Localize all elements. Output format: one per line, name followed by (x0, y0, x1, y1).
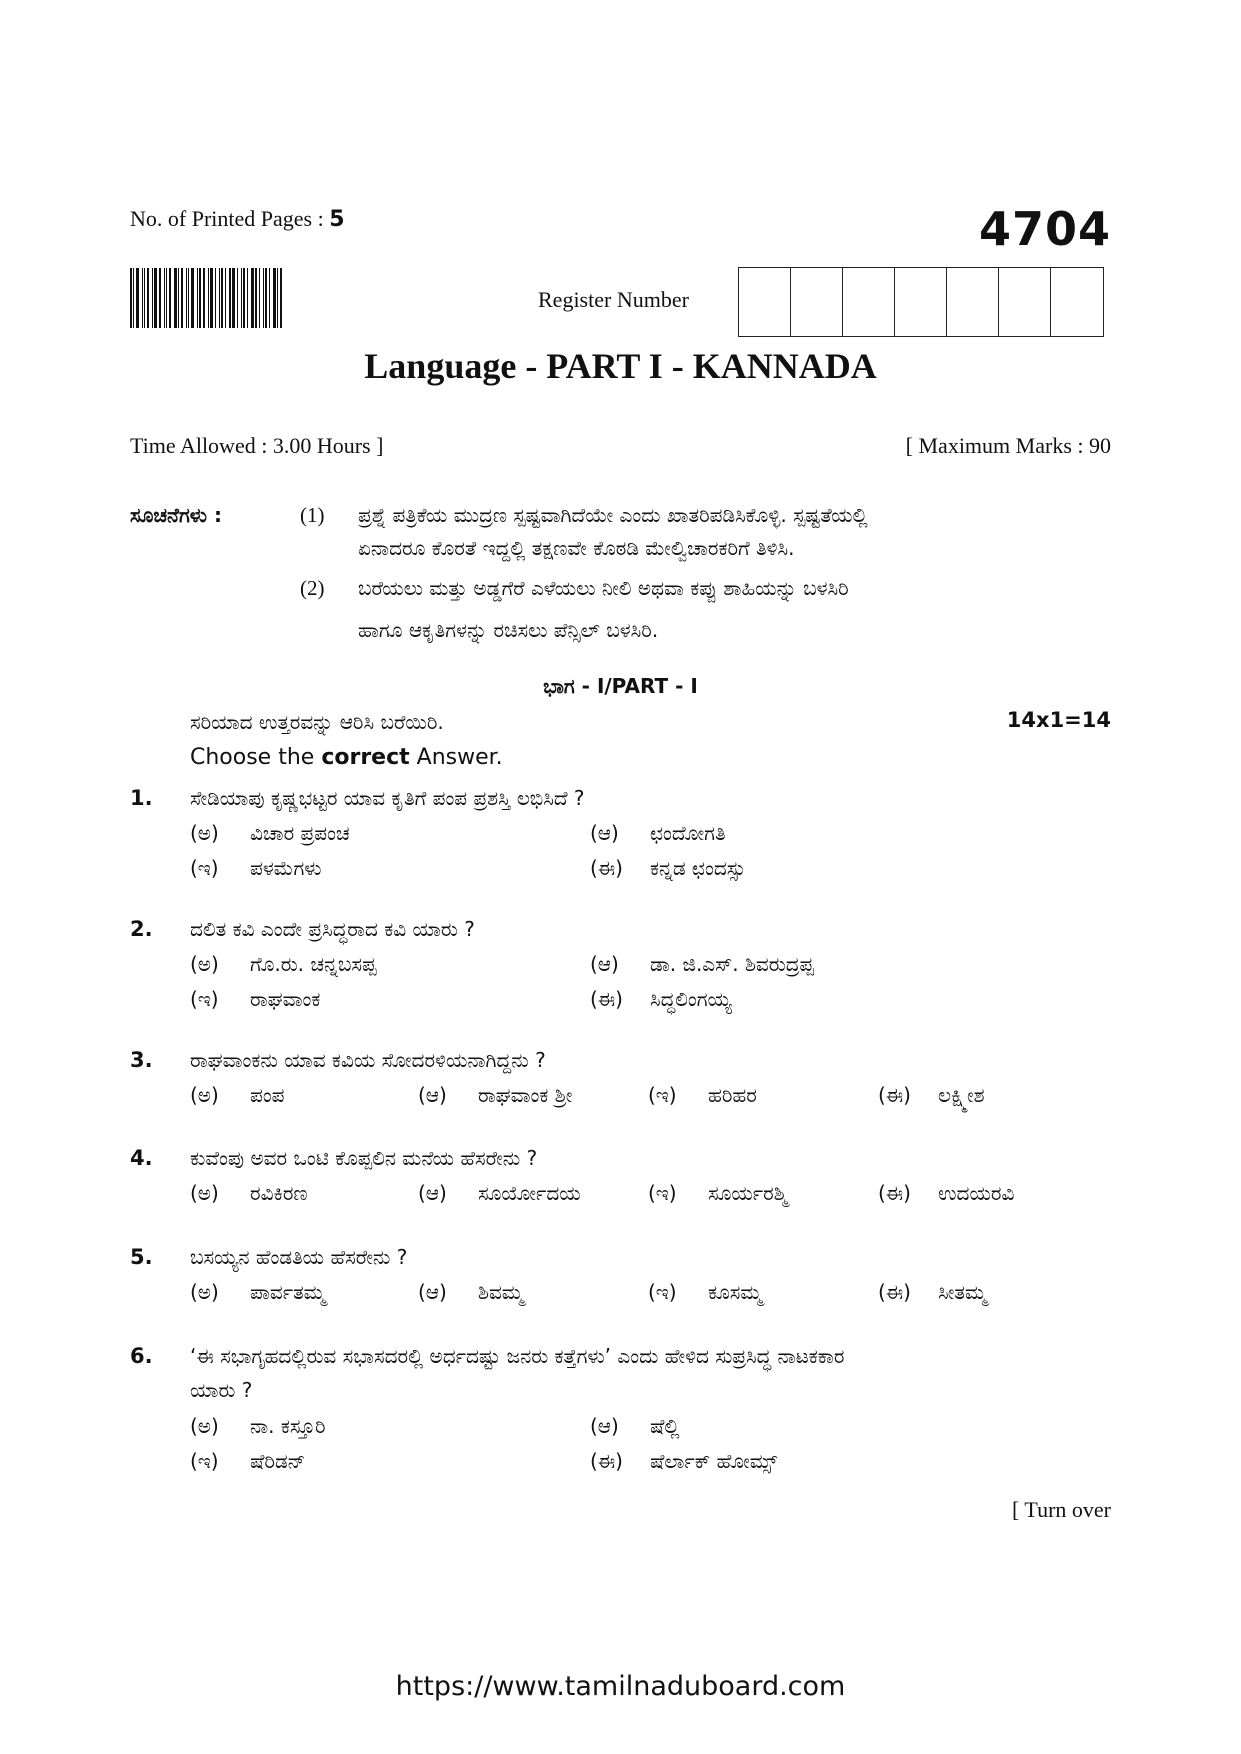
option (190, 1181, 308, 1205)
barcode-bar (181, 268, 183, 328)
register-number-box (895, 268, 947, 336)
barcode-bar (243, 268, 245, 328)
option (190, 1449, 305, 1473)
barcode-bar (232, 268, 235, 328)
question-text: ‘ಈ ಸಭಾಗೃಹದಲ್ಲಿರುವ ಸಭಾಸದರಲ್ಲಿ ಅರ್ಧದಷ್ಟು ಜನರು ಕತ್ತೆಗಳು’ ಎಂದು ಹೇಳಿದ ಸುಪ್ರಸಿದ್ಧ ನಾಟಕಕಾರ (190, 1344, 845, 1368)
barcode-bar (247, 268, 248, 328)
barcode-bar (197, 268, 198, 328)
barcode-bar (219, 268, 220, 328)
option (590, 856, 746, 880)
question-text: ಯಾರು ? (190, 1378, 253, 1402)
choose-instruction-kannada: ಸರಿಯಾದ ಉತ್ತರವನ್ನು ಆರಿಸಿ ಬರೆಯಿರಿ. (190, 710, 444, 734)
question-number: 1. (130, 786, 153, 810)
barcode (130, 268, 330, 328)
option-label: (ಇ) (648, 1280, 677, 1304)
choose-text: Choose the (190, 745, 322, 770)
option-text: ಸೂರ್ಯರಶ್ಮಿ (708, 1181, 788, 1205)
option-label: (ಇ) (648, 1181, 677, 1205)
barcode-bar (166, 268, 167, 328)
option-label: (ಇ) (648, 1083, 677, 1107)
option (190, 1280, 325, 1304)
footer-url: https://www.tamilnaduboard.com (395, 1671, 846, 1702)
question-text: ಕುವೆಂಪು ಅವರ ಒಂಟಿ ಕೊಪ್ಪಲಿನ ಮನೆಯ ಹೆಸರೇನು ? (190, 1146, 538, 1170)
option-label: (ಆ) (418, 1181, 447, 1205)
part-heading: ಭಾಗ - I/PART - I (543, 674, 698, 698)
question-number: 5. (130, 1245, 153, 1269)
barcode-bar (277, 268, 278, 328)
barcode-bar (159, 268, 161, 328)
option-text: ಸೂರ್ಯೋದಯ (478, 1181, 581, 1205)
instructions-heading: ಸೂಚನೆಗಳು : (130, 503, 222, 527)
option-label: (ಅ) (190, 821, 219, 845)
option (878, 1280, 987, 1304)
register-number-box (999, 268, 1051, 336)
option-text: ರವಿಕಿರಣ (250, 1181, 308, 1205)
option (590, 821, 726, 845)
option-text: ಪಂಪ (250, 1083, 285, 1107)
barcode-bar (191, 268, 194, 328)
barcode-bar (269, 268, 270, 328)
barcode-bar (186, 268, 187, 328)
option-label: (ಆ) (590, 821, 619, 845)
option (418, 1083, 572, 1107)
option (418, 1280, 524, 1304)
option-text: ರಾಘವಾಂಕ ಶ್ರೀ (478, 1083, 573, 1107)
option-label: (ಈ) (878, 1083, 911, 1107)
option-label: (ಅ) (190, 1280, 219, 1304)
option (590, 987, 732, 1011)
barcode-bar (210, 268, 213, 328)
option-text: ಶಿವಮ್ಮ (478, 1280, 524, 1304)
option-label: (ಇ) (190, 987, 219, 1011)
instruction-number: (1) (300, 503, 325, 527)
option (648, 1280, 762, 1304)
instruction-line: ಏನಾದರೂ ಕೊರತೆ ಇದ್ದಲ್ಲಿ ತಕ್ಷಣವೇ ಕೊಠಡಿ ಮೇಲ್ವಿಚಾರಕರಿಗೆ ತಿಳಿಸಿ. (358, 536, 795, 560)
option (878, 1181, 1014, 1205)
option-label: (ಅ) (190, 1414, 219, 1438)
option-text: ಉದಯರವಿ (938, 1181, 1015, 1205)
option-label: (ಈ) (590, 1449, 623, 1473)
option-label: (ಆ) (418, 1280, 447, 1304)
barcode-bar (130, 268, 132, 328)
question-number: 2. (130, 917, 153, 941)
barcode-bar (133, 268, 134, 328)
paper-title: Language - PART I - KANNADA (364, 346, 877, 386)
barcode-bar (169, 268, 171, 328)
question-number: 3. (130, 1048, 153, 1072)
maximum-marks: [ Maximum Marks : 90 (905, 433, 1111, 458)
section-marks: 14x1=14 (1006, 708, 1111, 732)
option-text: ನಾ. ಕಸ್ತೂರಿ (250, 1414, 326, 1438)
barcode-bar (263, 268, 264, 328)
option (190, 952, 376, 976)
option (590, 1449, 777, 1473)
register-number-box (947, 268, 999, 336)
option-label: (ಅ) (190, 1181, 219, 1205)
barcode-bar (255, 268, 257, 328)
barcode-bar (164, 268, 165, 328)
option-text: ಷೆಲ್ಲಿ (650, 1414, 680, 1438)
option-text: ಲಕ್ಷ್ಮೀಶ (938, 1083, 985, 1107)
barcode-bar (199, 268, 201, 328)
register-number-label: Register Number (538, 287, 689, 312)
barcode-bar (144, 268, 145, 328)
option-label: (ಈ) (878, 1280, 911, 1304)
register-number-box (791, 268, 843, 336)
barcode-bar (280, 268, 282, 328)
paper-code: 4704 (978, 202, 1111, 256)
choose-emphasis: correct (321, 745, 410, 770)
question-text: ದಲಿತ ಕವಿ ಎಂದೇ ಪ್ರಸಿದ್ಧರಾದ ಕವಿ ಯಾರು ? (190, 917, 475, 941)
barcode-bar (174, 268, 177, 328)
barcode-bar (265, 268, 267, 328)
option-label: (ಆ) (590, 952, 619, 976)
question-text: ರಾಘವಾಂಕನು ಯಾವ ಕವಿಯ ಸೋದರಳಿಯನಾಗಿದ್ದನು ? (190, 1048, 546, 1072)
option-text: ಕೂಸಮ್ಮ (708, 1280, 763, 1304)
option (648, 1083, 757, 1107)
option-label: (ಈ) (590, 856, 623, 880)
option-text: ರಾಘವಾಂಕ (250, 987, 321, 1011)
barcode-bar (241, 268, 242, 328)
question-text: ಸೇಡಿಯಾಪು ಕೃಷ್ಣಭಟ್ಟರ ಯಾವ ಕೃತಿಗೆ ಪಂಪ ಪ್ರಶಸ್ತಿ ಲಭಿಸಿದೆ ? (190, 786, 585, 810)
option-label: (ಈ) (590, 987, 623, 1011)
barcode-bar (273, 268, 276, 328)
option-text: ಛಂದೋಗತಿ (650, 821, 726, 845)
option (190, 987, 320, 1011)
register-number-box (739, 268, 791, 336)
barcode-bar (237, 268, 238, 328)
option-label: (ಅ) (190, 1083, 219, 1107)
option-text: ಕನ್ನಡ ಛಂದಸ್ಸು (650, 856, 746, 880)
question-number: 6. (130, 1344, 153, 1368)
time-allowed: Time Allowed : 3.00 Hours ] (130, 433, 384, 458)
barcode-bar (251, 268, 254, 328)
register-number-box (1051, 268, 1103, 336)
option (648, 1181, 787, 1205)
instruction-line: ಪ್ರಶ್ನೆ ಪತ್ರಿಕೆಯ ಮುದ್ರಣ ಸ್ಪಷ್ಟವಾಗಿದೆಯೇ ಎಂದು ಖಾತರಿಪಡಿಸಿಕೊಳ್ಳಿ. ಸ್ಪಷ್ಟತೆಯಲ್ಲಿ (358, 503, 868, 527)
question-number: 4. (130, 1146, 153, 1170)
turn-over-note: [ Turn over (1011, 1497, 1111, 1522)
barcode-bar (259, 268, 260, 328)
printed-pages (130, 206, 345, 232)
printed-pages-value: 5 (329, 207, 345, 232)
option-label: (ಈ) (878, 1181, 911, 1205)
barcode-bar (203, 268, 205, 328)
option-text: ಷೆರಿಡನ್ (250, 1449, 306, 1473)
register-number-box (843, 268, 895, 336)
barcode-bar (142, 268, 143, 328)
option-text: ವಿಚಾರ ಪ್ರಪಂಚ (250, 821, 350, 845)
option-text: ಗೊ.ರು. ಚನ್ನಬಸಪ್ಪ (250, 952, 377, 976)
option-text: ಷೆರ್ಲಾಕ್ ಹೋಮ್ಸ್ (650, 1449, 778, 1473)
option (878, 1083, 985, 1107)
option-label: (ಅ) (190, 952, 219, 976)
option-text: ಪಾರ್ವತಮ್ಮ (250, 1280, 326, 1304)
barcode-bar (208, 268, 209, 328)
printed-pages-label: No. of Printed Pages : (130, 206, 324, 231)
barcode-bar (225, 268, 226, 328)
choose-text: Answer. (409, 745, 503, 770)
instruction-line: ಹಾಗೂ ಆಕೃತಿಗಳನ್ನು ರಚಿಸಲು ಪೆನ್ಸಿಲ್ ಬಳಸಿರಿ. (358, 618, 659, 642)
instruction-number: (2) (300, 576, 325, 600)
barcode-bar (154, 268, 157, 328)
barcode-bar (152, 268, 153, 328)
option (590, 1414, 680, 1438)
instruction-line: ಬರೆಯಲು ಮತ್ತು ಅಡ್ಡಗೆರೆ ಎಳೆಯಲು ನೀಲಿ ಅಥವಾ ಕಪ್ಪು ಶಾಹಿಯನ್ನು ಬಳಸಿರಿ (358, 576, 849, 600)
option-label: (ಇ) (190, 1449, 219, 1473)
barcode-bar (147, 268, 149, 328)
option-text: ಸಿದ್ಧಲಿಂಗಯ್ಯ (650, 987, 732, 1011)
option (590, 952, 814, 976)
option (190, 1414, 326, 1438)
option-label: (ಇ) (190, 856, 219, 880)
barcode-bar (136, 268, 139, 328)
barcode-bar (178, 268, 179, 328)
option-text: ಸೀತಮ್ಮ (938, 1280, 987, 1304)
option-label: (ಆ) (590, 1414, 619, 1438)
barcode-bar (215, 268, 216, 328)
option (190, 1083, 285, 1107)
option (418, 1181, 581, 1205)
barcode-bar (221, 268, 223, 328)
option (190, 856, 322, 880)
option (190, 821, 350, 845)
option-text: ಹರಿಹರ (708, 1083, 757, 1107)
barcode-bar (188, 268, 189, 328)
option-label: (ಆ) (418, 1083, 447, 1107)
option-text: ಡಾ. ಜಿ.ಎಸ್. ಶಿವರುದ್ರಪ್ಪ (650, 952, 814, 976)
choose-instruction-english (190, 745, 503, 770)
barcode-bar (229, 268, 231, 328)
register-number-boxes (738, 267, 1104, 337)
question-text: ಬಸಯ್ಯನ ಹೆಂಡತಿಯ ಹೆಸರೇನು ? (190, 1245, 408, 1269)
option-text: ಪಳಮೆಗಳು (250, 856, 322, 880)
